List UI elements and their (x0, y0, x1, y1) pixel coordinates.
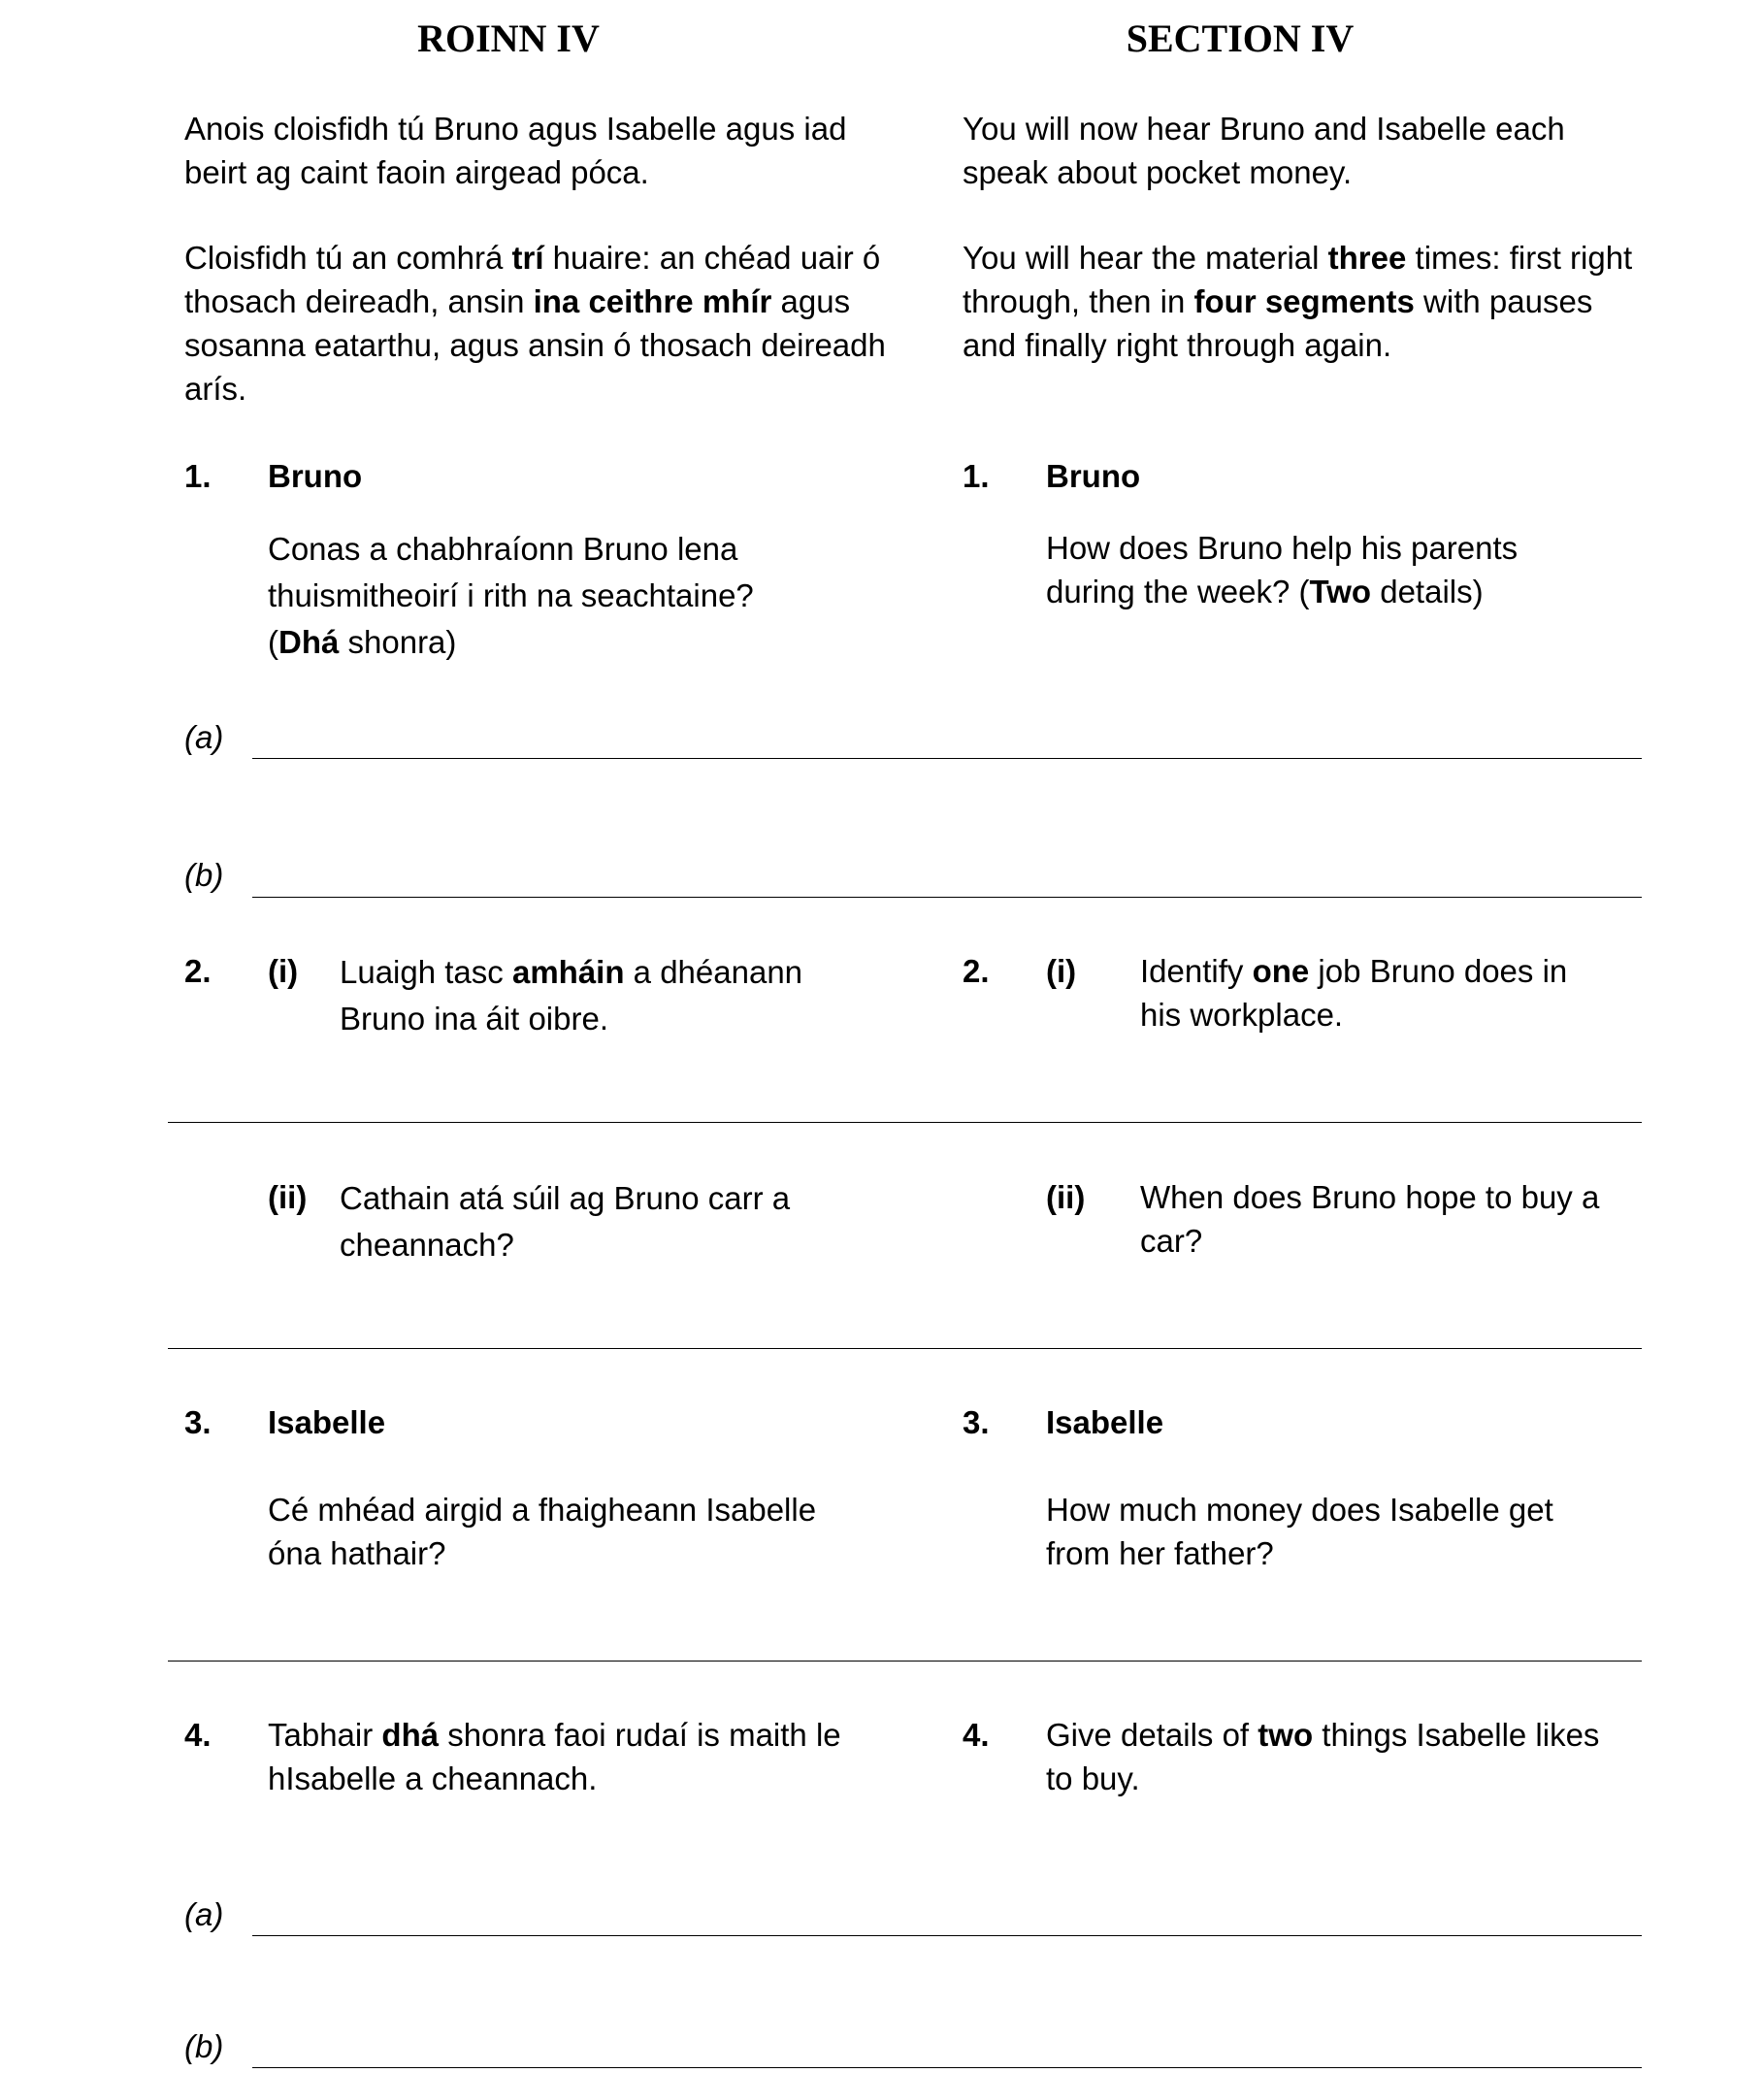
section-title-english: SECTION IV (1126, 16, 1355, 60)
q2ii-answer-line[interactable] (168, 1348, 1642, 1349)
q1-answer-b-line[interactable] (252, 897, 1642, 898)
q1-answer-a-label: (a) (184, 719, 224, 755)
q2ii-label-irish: (ii) (268, 1179, 308, 1215)
q2i-answer-line[interactable] (168, 1122, 1642, 1123)
q2i-label-english: (i) (1046, 953, 1077, 989)
q2ii-question-english: When does Bruno hope to buy a car? (1140, 1179, 1600, 1259)
q4-number-irish: 4. (184, 1717, 212, 1753)
q2-number-irish: 2. (184, 953, 212, 989)
q4-number-english: 4. (963, 1717, 990, 1753)
q2i-label-irish: (i) (268, 953, 299, 989)
q1-question-irish: Conas a chabhraíonn Bruno lena thuismitheoirí i rith na seachtaine? (Dhá shonra) (268, 531, 754, 660)
q2i-question-english: Identify one job Bruno does in his workplace. (1140, 953, 1568, 1033)
intro-english-1: You will now hear Bruno and Isabelle each speak about pocket money. (963, 111, 1565, 190)
q2i-question-irish: Luaigh tasc amháin a dhéanann Bruno ina áit oibre. (340, 954, 803, 1036)
q1-number-english: 1. (963, 458, 990, 494)
q1-speaker-irish: Bruno (268, 458, 363, 494)
q4-question-english: Give details of two things Isabelle likes to buy. (1046, 1717, 1600, 1796)
q2ii-label-english: (ii) (1046, 1179, 1086, 1215)
q3-question-english: How much money does Isabelle get from her father? (1046, 1492, 1553, 1571)
intro-english-2: You will hear the material three times: first right through, then in four segments with pauses and finally right through again. (963, 240, 1633, 363)
q3-number-english: 3. (963, 1404, 990, 1440)
q1-answer-b-label: (b) (184, 857, 224, 893)
q1-speaker-english: Bruno (1046, 458, 1141, 494)
q1-question-english: How does Bruno help his parents during the week? (Two details) (1046, 530, 1519, 609)
q4-answer-b-label: (b) (184, 2028, 224, 2064)
q3-speaker-english: Isabelle (1046, 1404, 1164, 1440)
section-title-irish: ROINN IV (417, 16, 600, 60)
q2-number-english: 2. (963, 953, 990, 989)
q3-speaker-irish: Isabelle (268, 1404, 386, 1440)
q4-answer-a-line[interactable] (252, 1935, 1642, 1936)
q3-number-irish: 3. (184, 1404, 212, 1440)
q1-number-irish: 1. (184, 458, 212, 494)
q4-answer-b-line[interactable] (252, 2067, 1642, 2068)
q3-answer-line[interactable] (168, 1661, 1642, 1662)
q1-answer-a-line[interactable] (252, 758, 1642, 759)
intro-irish-1: Anois cloisfidh tú Bruno agus Isabelle agus iad beirt ag caint faoin airgead póca. (184, 111, 847, 190)
intro-irish-2: Cloisfidh tú an comhrá trí huaire: an chéad uair ó thosach deireadh, ansin ina ceithre mhír agus sosanna eatarthu, agus ansin ó thosach deireadh arís. (184, 240, 886, 407)
q4-answer-a-label: (a) (184, 1896, 224, 1932)
q3-question-irish: Cé mhéad airgid a fhaigheann Isabelle óna hathair? (268, 1492, 817, 1571)
q4-question-irish: Tabhair dhá shonra faoi rudaí is maith le hIsabelle a cheannach. (268, 1717, 841, 1796)
q2ii-question-irish: Cathain atá súil ag Bruno carr a cheannach? (340, 1180, 791, 1263)
